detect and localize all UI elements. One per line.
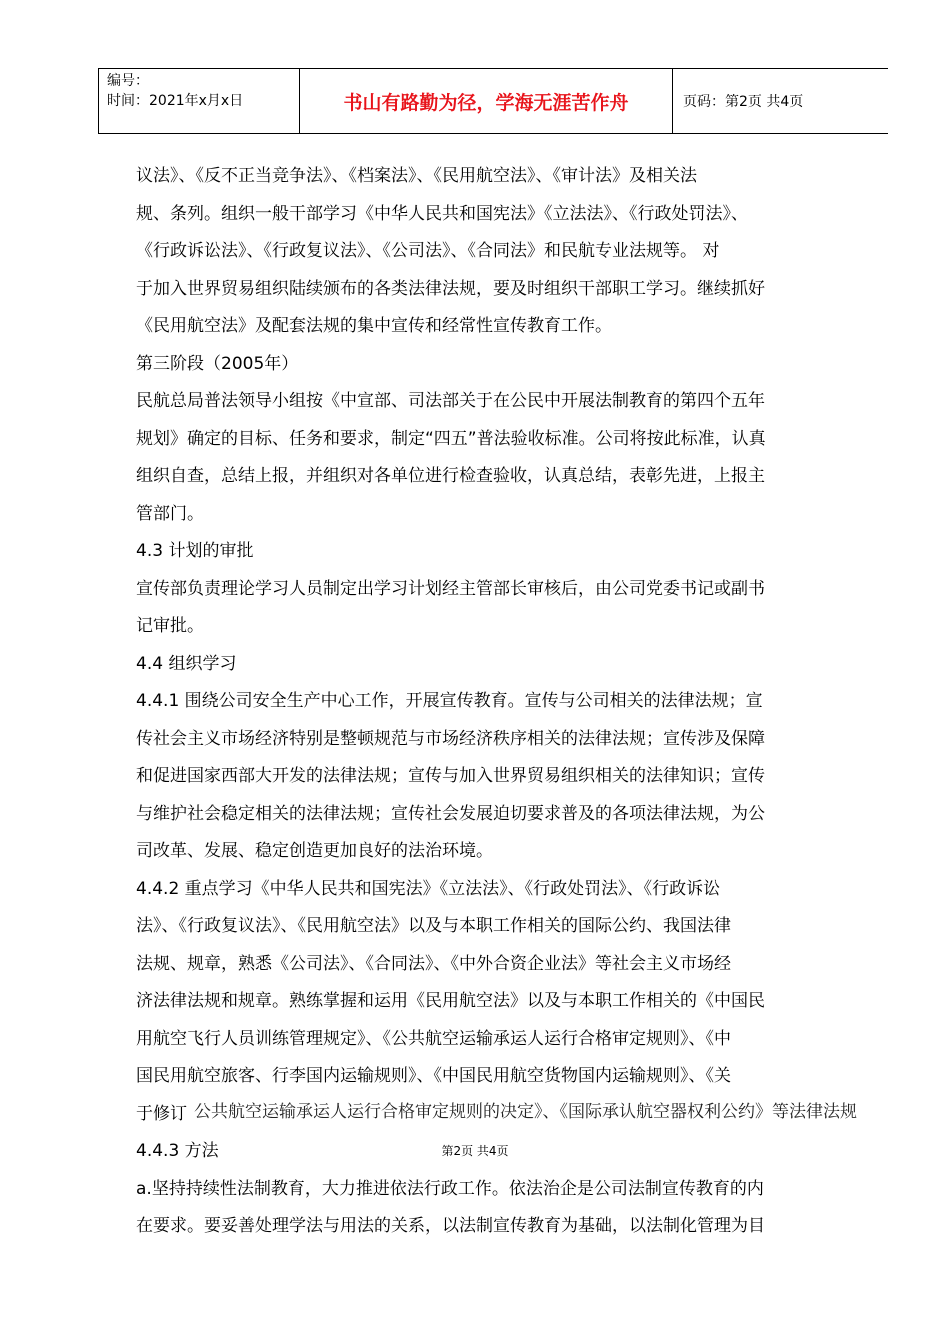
time-label: 时间：2021年x月x日 [107,93,244,109]
document-header [98,68,888,134]
body-line: 法》、《行政复议法》、《民用航空法》以及与本职工作相关的国际公约、我国法律 [136,916,731,936]
body-line: 《行政诉讼法》、《行政复议法》、《公司法》、《合同法》和民航专业法规等。 对 [136,241,720,261]
body-line: 传社会主义市场经济特别是整顿规范与市场经济秩序相关的法律法规；宣传涉及保障 [136,728,765,749]
section-heading: 4.4.3 方法 [136,1141,219,1161]
page-footer: 第2页 共4页 [441,1144,509,1158]
body-line: 管部门。 [136,503,204,524]
body-line: 《民用航空法》及配套法规的集中宣传和经常性宣传教育工作。 [136,316,612,336]
overlap-line-start: 于修订 [136,1103,187,1124]
body-line: a.坚持持续性法制教育，大力推进依法行政工作。依法治企是公司法制宣传教育的内 [136,1178,764,1199]
body-line: 司改革、发展、稳定创造更加良好的法治环境。 [136,841,493,861]
page-label: 页码：第2页 共4页 [683,94,804,110]
body-line: 4.4.1 围绕公司安全生产中心工作，开展宣传教育。宣传与公司相关的法律法规；宣 [136,691,763,711]
section-heading: 4.3 计划的审批 [136,541,254,561]
page-label-cell [673,69,888,133]
body-line: 组织自查，总结上报，并组织对各单位进行检查验收，认真总结，表彰先进，上报主 [136,466,765,486]
body-line: 议法》、《反不正当竞争法》、《档案法》、《民用航空法》、《审计法》及相关法 [136,166,697,186]
body-line: 和促进国家西部大开发的法律法规；宣传与加入世界贸易组织相关的法律知识；宣传 [136,766,765,786]
body-line: 济法律法规和规章。熟练掌握和运用《民用航空法》以及与本职工作相关的《中国民 [136,991,765,1011]
body-line: 4.4.2 重点学习《中华人民共和国宪法》《立法法》、《行政处罚法》、《行政诉讼 [136,878,721,899]
body-line: 规、条列。组织一般干部学习《中华人民共和国宪法》《立法法》、《行政处罚法》、 [136,203,748,224]
motto-cell [300,69,673,133]
overlap-line-text: 公共航空运输承运人运行合格审定规则的决定》、《国际承认航空器权利公约》等法律法规 [194,1101,857,1122]
body-line: 在要求。要妥善处理学法与用法的关系，以法制宣传教育为基础，以法制化管理为目 [136,1216,765,1236]
document-body [136,158,856,1246]
body-line: 于加入世界贸易组织陆续颁布的各类法律法规，要及时组织干部职工学习。继续抓好 [136,278,765,299]
motto: 书山有路勤为径，学海无涯苦作舟 [343,91,629,114]
body-line: 与维护社会稳定相关的法律法规；宣传社会发展迫切要求普及的各项法律法规，为公 [136,803,765,824]
body-line: 国民用航空旅客、行李国内运输规则》、《中国民用航空货物国内运输规则》、《关 [136,1066,731,1086]
body-line: 法规、规章，熟悉《公司法》、《合同法》、《中外合资企业法》等社会主义市场经 [136,953,731,974]
body-line: 宣传部负责理论学习人员制定出学习计划经主管部长审核后，由公司党委书记或副书 [136,578,765,599]
section-heading: 第三阶段（2005年） [136,353,299,374]
body-line: 用航空飞行人员训练管理规定》、《公共航空运输承运人运行合格审定规则》、《中 [136,1028,731,1049]
header-meta-cell [99,69,300,133]
number-label: 编号： [107,73,149,89]
overlapping-line [136,1096,856,1134]
body-line: 民航总局普法领导小组按《中宣部、司法部关于在公民中开展法制教育的第四个五年 [136,391,765,411]
body-line: 规划》确定的目标、任务和要求，制定“四五”普法验收标准。公司将按此标准，认真 [136,428,766,449]
body-line: 记审批。 [136,616,204,636]
section-heading: 4.4 组织学习 [136,653,237,674]
